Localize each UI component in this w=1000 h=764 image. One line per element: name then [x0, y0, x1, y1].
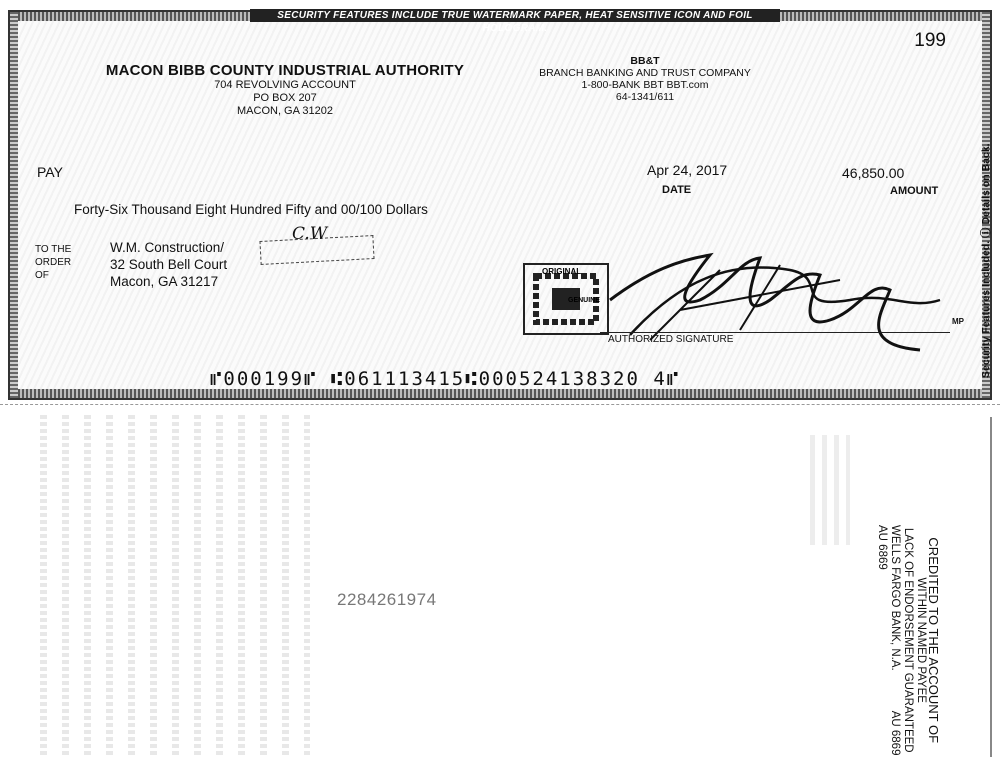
faint-bank-text	[810, 435, 850, 545]
issuer-block	[85, 62, 485, 118]
issuer-line: 704 REVOLVING ACCOUNT	[214, 79, 356, 91]
mp-mark: MP	[952, 317, 964, 326]
order-label-line: OF	[35, 270, 49, 281]
stamp-bank: WELLS FARGO BANK, N.A.	[889, 525, 901, 671]
security-side-text: Security Features Included. ⓘ Details on Back.	[980, 143, 992, 378]
bank-block	[520, 55, 770, 103]
handwritten-initials: C.W	[292, 224, 328, 244]
stamp-line	[888, 525, 901, 755]
amount-in-words: Forty-Six Thousand Eight Hundred Fifty and 00/100 Dollars	[74, 202, 428, 217]
stamp-au-code-left: AU 6869	[876, 525, 888, 570]
order-label-line: ORDER	[35, 257, 72, 268]
order-label-line: TO THE	[35, 244, 72, 255]
check-back	[0, 404, 1000, 764]
payee-city: Macon, GA 31217	[110, 274, 219, 289]
amount-value: 46,850.00	[842, 165, 905, 181]
date-label: DATE	[662, 184, 692, 196]
security-border-bottom	[10, 389, 990, 398]
date-value: Apr 24, 2017	[647, 162, 728, 178]
micr-line: ⑈000199⑈ ⑆061113415⑆000524138320 4⑈	[210, 368, 681, 390]
seal-word: GENUINE	[568, 297, 600, 304]
issuer-name: MACON BIBB COUNTY INDUSTRIAL AUTHORITY	[105, 62, 465, 79]
payee-block	[110, 239, 227, 290]
payee-street: 32 South Bell Court	[110, 257, 228, 272]
stamp-line: CREDITED TO THE ACCOUNT OF	[926, 537, 941, 744]
stamp-line: LACK OF ENDORSEMENT GUARANTEED	[902, 527, 914, 753]
bank-name: BRANCH BANKING AND TRUST COMPANY	[539, 67, 751, 79]
bank-contact: 1-800-BANK BBT BBT.com	[581, 79, 709, 91]
payee-name: W.M. Construction/	[110, 240, 225, 255]
check-number: 199	[914, 30, 946, 51]
authorized-signature-label: AUTHORIZED SIGNATURE	[608, 334, 734, 345]
stamp-au-code: AU 6869	[889, 710, 901, 756]
seal-word: ORIGINAL	[542, 267, 582, 276]
back-edge-line	[990, 417, 992, 757]
bank-name-short: BB&T	[630, 55, 660, 67]
stamp-line: WITHIN NAMED PAYEE	[915, 577, 927, 703]
pay-label: PAY	[37, 164, 63, 180]
routing-fraction: 64-1341/611	[615, 91, 675, 103]
security-border-left	[10, 12, 18, 398]
security-banner: SECURITY FEATURES INCLUDE TRUE WATERMARK PAPER, HEAT SENSITIVE ICON AND FOIL HOLOGRAM.	[250, 9, 780, 22]
check-front	[8, 10, 992, 400]
to-the-order-of-label	[35, 243, 71, 282]
signature-line	[600, 332, 950, 333]
endorsement-stamp	[875, 525, 940, 755]
faint-endorsement-text	[40, 415, 310, 755]
amount-label: AMOUNT	[890, 185, 939, 197]
back-reference-number: 2284261974	[337, 590, 437, 609]
issuer-line: PO BOX 207	[253, 92, 317, 104]
issuer-line: MACON, GA 31202	[237, 105, 333, 117]
